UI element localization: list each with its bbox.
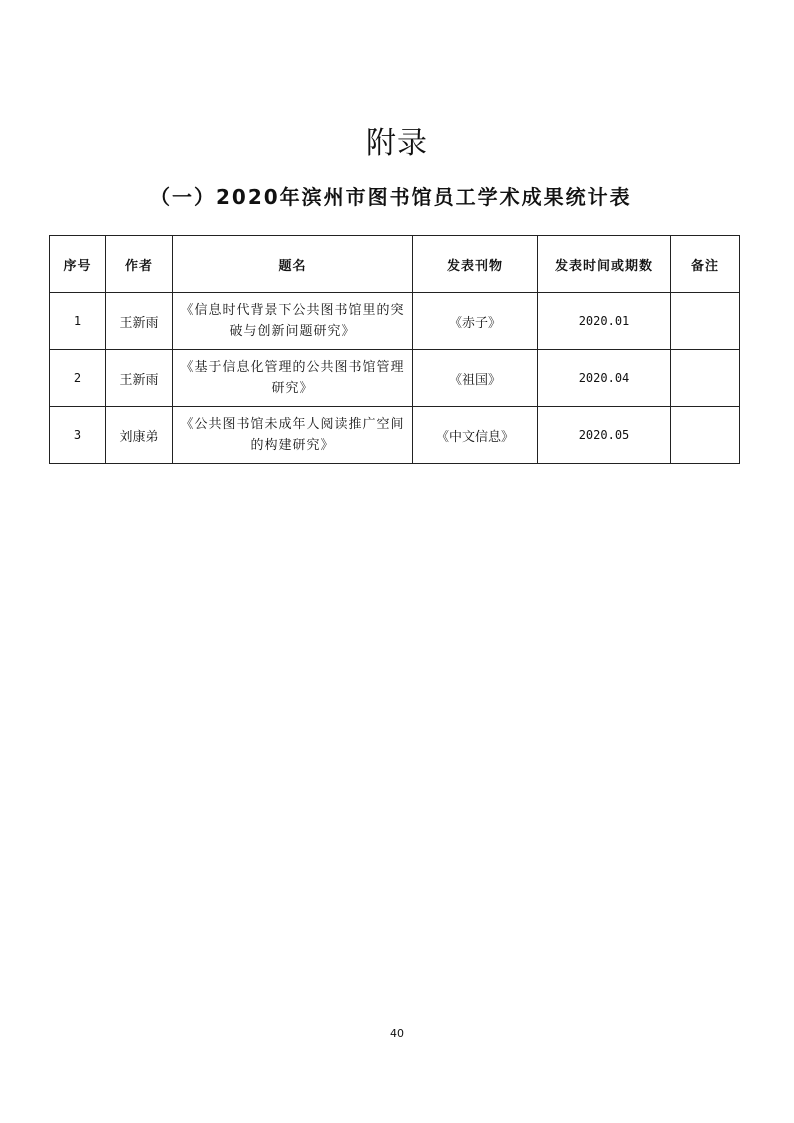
- header-index: 序号: [50, 236, 106, 293]
- table-header-row: [50, 236, 740, 293]
- cell-author: 王新雨: [106, 293, 173, 350]
- table-row: [50, 293, 740, 350]
- statistics-table: [49, 235, 740, 464]
- table-caption: （一）2020年滨州市图书馆员工学术成果统计表: [150, 185, 632, 209]
- cell-index: 1: [50, 293, 106, 350]
- cell-date: 2020.01: [538, 293, 671, 350]
- header-journal: 发表刊物: [413, 236, 538, 293]
- cell-title: 《公共图书馆未成年人阅读推广空间的构建研究》: [173, 407, 413, 464]
- cell-note: [671, 407, 740, 464]
- cell-title: 《基于信息化管理的公共图书馆管理研究》: [173, 350, 413, 407]
- cell-note: [671, 350, 740, 407]
- cell-date: 2020.04: [538, 350, 671, 407]
- cell-author: 王新雨: [106, 350, 173, 407]
- cell-journal: 《中文信息》: [413, 407, 538, 464]
- header-note: 备注: [671, 236, 740, 293]
- cell-title: 《信息时代背景下公共图书馆里的突破与创新问题研究》: [173, 293, 413, 350]
- cell-author: 刘康弟: [106, 407, 173, 464]
- cell-date: 2020.05: [538, 407, 671, 464]
- header-date: 发表时间或期数: [538, 236, 671, 293]
- table-row: [50, 407, 740, 464]
- cell-index: 3: [50, 407, 106, 464]
- table-row: [50, 350, 740, 407]
- cell-index: 2: [50, 350, 106, 407]
- cell-journal: 《赤子》: [413, 293, 538, 350]
- page-number: 40: [390, 1027, 404, 1040]
- header-author: 作者: [106, 236, 173, 293]
- page-title: 附录: [366, 126, 428, 161]
- cell-note: [671, 293, 740, 350]
- cell-journal: 《祖国》: [413, 350, 538, 407]
- header-title: 题名: [173, 236, 413, 293]
